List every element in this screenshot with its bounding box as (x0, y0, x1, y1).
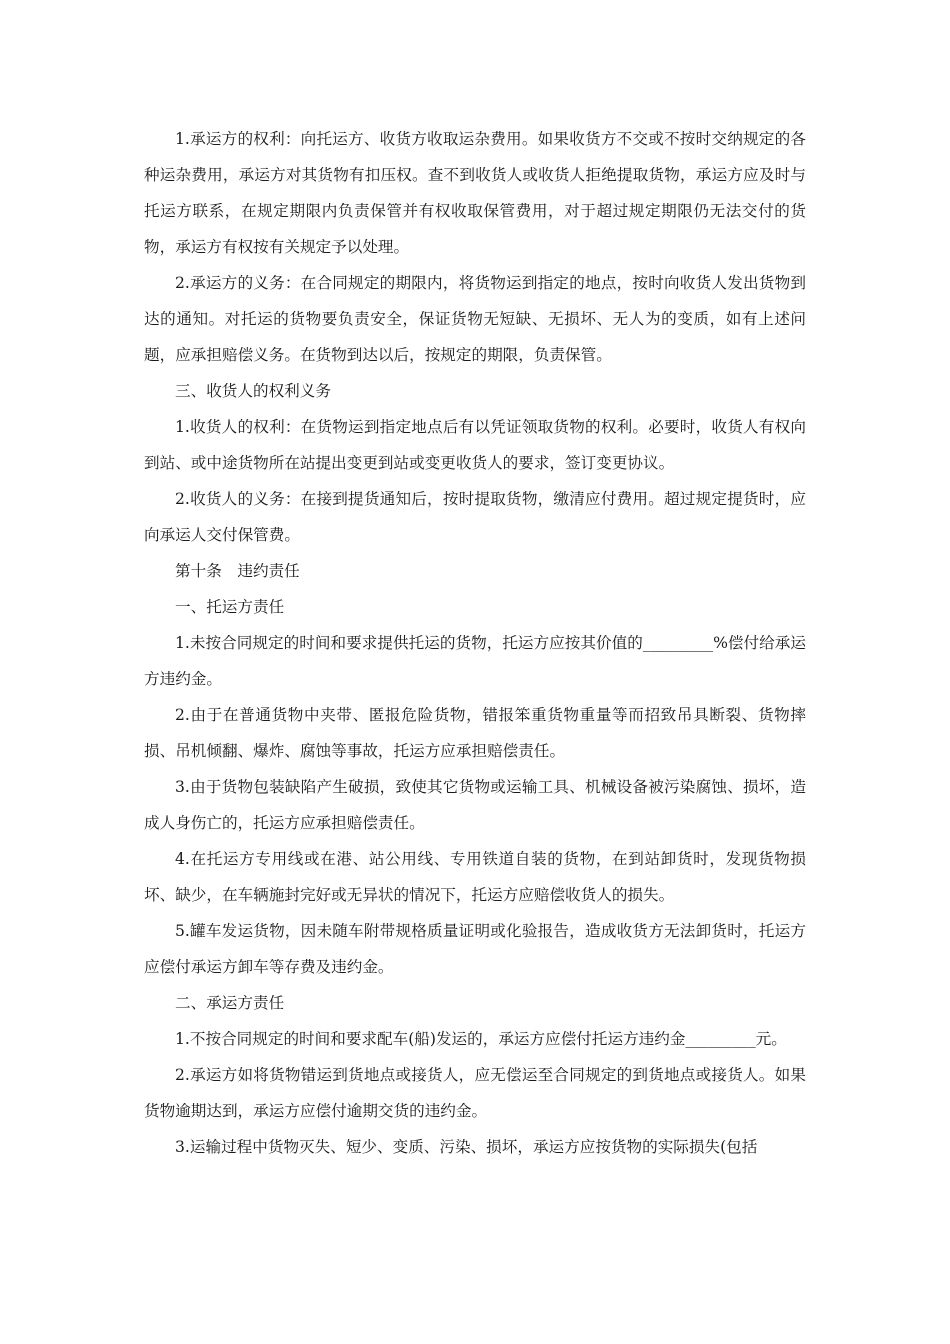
paragraph-shipper-liability-1: 1.未按合同规定的时间和要求提供托运的货物，托运方应按其价值的_________%偿付给承运方违约金。 (144, 634, 806, 688)
document-body (144, 121, 806, 1165)
paragraph-carrier-obligations: 2.承运方的义务：在合同规定的期限内，将货物运到指定的地点，按时向收货人发出货物到达的通知。对托运的货物要负责安全，保证货物无短缺、无损坏、无人为的变质，如有上述问题，应承担赔偿义务。在货物到达以后，按规定的期限，负责保管。 (144, 274, 806, 364)
paragraph-consignee-obligations: 2.收货人的义务：在接到提货通知后，按时提取货物，缴清应付费用。超过规定提货时，应向承运人交付保管费。 (144, 490, 806, 544)
paragraph-carrier-liability-1: 1.不按合同规定的时间和要求配车(船)发运的，承运方应偿付托运方违约金_________元。 (175, 1030, 787, 1048)
paragraph-carrier-rights: 1.承运方的权利：向托运方、收货方收取运杂费用。如果收货方不交或不按时交纳规定的各种运杂费用，承运方对其货物有扣压权。查不到收货人或收货人拒绝提取货物，承运方应及时与托运方联系，在规定期限内负责保管并有权收取保管费用，对于超过规定期限仍无法交付的货物，承运方有权按有关规定予以处理。 (144, 130, 806, 256)
paragraph-shipper-liability-4: 4.在托运方专用线或在港、站公用线、专用铁道自装的货物，在到站卸货时，发现货物损坏、缺少，在车辆施封完好或无异状的情况下，托运方应赔偿收货人的损失。 (144, 850, 806, 904)
paragraph-shipper-liability-5: 5.罐车发运货物，因未随车附带规格质量证明或化验报告，造成收货方无法卸货时，托运方应偿付承运方卸车等存费及违约金。 (144, 922, 806, 976)
paragraph-shipper-liability-3: 3.由于货物包装缺陷产生破损，致使其它货物或运输工具、机械设备被污染腐蚀、损坏，造成人身伤亡的，托运方应承担赔偿责任。 (144, 778, 806, 832)
paragraph-consignee-rights: 1.收货人的权利：在货物运到指定地点后有以凭证领取货物的权利。必要时，收货人有权向到站、或中途货物所在站提出变更到站或变更收货人的要求，签订变更协议。 (144, 418, 806, 472)
article-heading-liability: 第十条 违约责任 (175, 562, 300, 580)
paragraph-carrier-liability-2: 2.承运方如将货物错运到货地点或接货人，应无偿运至合同规定的到货地点或接货人。如果货物逾期达到，承运方应偿付逾期交货的违约金。 (144, 1066, 806, 1120)
section-heading-shipper-liability: 一、托运方责任 (175, 598, 285, 616)
paragraph-shipper-liability-2: 2.由于在普通货物中夹带、匿报危险货物，错报笨重货物重量等而招致吊具断裂、货物摔损、吊机倾翻、爆炸、腐蚀等事故，托运方应承担赔偿责任。 (144, 706, 806, 760)
section-heading-carrier-liability: 二、承运方责任 (175, 994, 285, 1012)
section-heading-consignee: 三、收货人的权利义务 (175, 382, 331, 400)
paragraph-carrier-liability-3: 3.运输过程中货物灭失、短少、变质、污染、损坏，承运方应按货物的实际损失(包括 (175, 1138, 758, 1156)
